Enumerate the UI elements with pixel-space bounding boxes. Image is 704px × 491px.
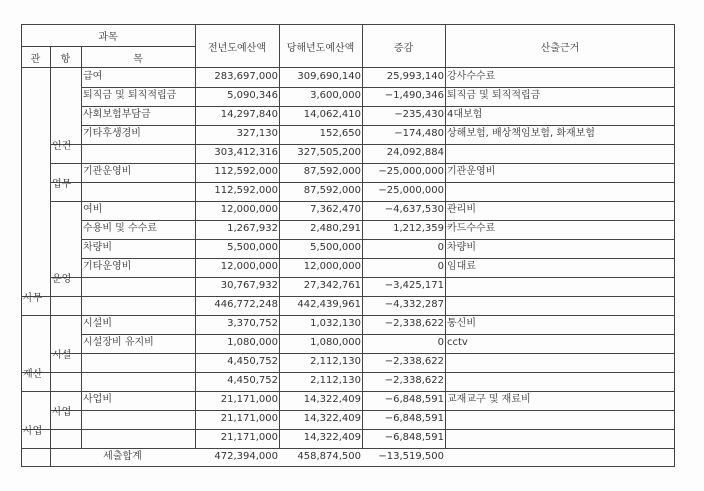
cell-basis: 교재교구 및 재료비 [447, 394, 531, 405]
cell-diff: −2,338,622 [384, 318, 444, 329]
cell-hang: 업무 [52, 179, 72, 190]
cell-mok: 퇴직금 및 퇴직적립금 [83, 90, 177, 101]
cell-diff: −2,338,622 [384, 356, 444, 367]
cell-diff: −6,848,591 [384, 394, 444, 405]
cell-curr: 14,062,410 [303, 109, 361, 120]
cell-curr: 87,592,000 [303, 166, 361, 177]
total-label: 세출합계 [103, 451, 142, 462]
cell-diff: −1,490,346 [384, 90, 444, 101]
cell-hang: 운영 [52, 274, 72, 285]
cell-gwan: 사무 [23, 293, 43, 304]
cell-curr: 12,000,000 [303, 261, 361, 272]
cell-curr: 1,032,130 [310, 318, 361, 329]
cell-basis: 4대보험 [447, 109, 483, 120]
header-subject: 과목 [98, 32, 118, 43]
cell-diff: −3,425,171 [384, 280, 444, 291]
cell-curr: 152,650 [319, 128, 361, 139]
cell-mok: 수용비 및 수수료 [83, 223, 157, 234]
cell-prev: 21,171,000 [220, 394, 278, 405]
cell-gwan: 사업 [23, 426, 43, 437]
cell-diff: 0 [437, 337, 444, 348]
cell-diff: −25,000,000 [378, 166, 444, 177]
cell-prev: 5,090,346 [227, 90, 278, 101]
cell-prev: 5,500,000 [227, 242, 278, 253]
cell-prev: 112,592,000 [214, 185, 278, 196]
header-curr-budget: 당해년도예산액 [286, 43, 355, 54]
cell-diff: −4,637,530 [384, 204, 444, 215]
cell-diff: 0 [437, 242, 444, 253]
total-prev: 472,394,000 [214, 451, 278, 462]
cell-basis: 퇴직금 및 퇴직적립금 [447, 90, 541, 101]
cell-curr: 2,112,130 [310, 356, 361, 367]
cell-prev: 14,297,840 [220, 109, 278, 120]
cell-curr: 87,592,000 [303, 185, 361, 196]
header-hang: 항 [60, 54, 71, 65]
cell-prev: 283,697,000 [214, 71, 278, 82]
cell-mok: 사업비 [83, 394, 112, 405]
cell-curr: 1,080,000 [310, 337, 361, 348]
cell-basis: 상해보험, 배상책임보험, 화재보험 [447, 128, 595, 139]
cell-curr: 442,439,961 [297, 299, 361, 310]
header-change: 증감 [393, 43, 414, 54]
cell-diff: −6,848,591 [384, 432, 444, 443]
cell-prev: 3,370,752 [227, 318, 278, 329]
cell-basis: 카드수수료 [447, 223, 496, 234]
cell-mok: 여비 [83, 204, 103, 215]
cell-hang: 인건 [52, 141, 72, 152]
cell-diff: −2,338,622 [384, 375, 444, 386]
cell-prev: 21,171,000 [220, 432, 278, 443]
cell-mok: 기관운영비 [83, 166, 132, 177]
cell-diff: −4,332,287 [384, 299, 444, 310]
cell-curr: 2,112,130 [310, 375, 361, 386]
cell-curr: 27,342,761 [303, 280, 361, 291]
cell-mok: 시설비 [83, 318, 112, 329]
cell-curr: 5,500,000 [310, 242, 361, 253]
cell-prev: 446,772,248 [214, 299, 278, 310]
cell-hang: 시설 [52, 350, 72, 361]
cell-diff: −25,000,000 [378, 185, 444, 196]
cell-basis: 차량비 [447, 242, 476, 253]
cell-basis: 강사수수료 [447, 71, 496, 82]
cell-diff: −235,430 [394, 109, 444, 120]
cell-diff: −174,480 [394, 128, 444, 139]
cell-diff: 24,092,884 [386, 147, 444, 158]
cell-curr: 7,362,470 [310, 204, 361, 215]
cell-curr: 14,322,409 [303, 394, 361, 405]
header-mok: 목 [133, 54, 143, 65]
cell-prev: 4,450,752 [227, 375, 278, 386]
cell-prev: 12,000,000 [220, 261, 278, 272]
cell-prev: 1,267,932 [227, 223, 278, 234]
cell-prev: 1,080,000 [227, 337, 278, 348]
cell-curr: 14,322,409 [303, 432, 361, 443]
cell-prev: 30,767,932 [220, 280, 278, 291]
total-diff: −13,519,500 [378, 451, 444, 462]
cell-curr: 3,600,000 [310, 90, 361, 101]
cell-diff: 0 [437, 261, 444, 272]
cell-prev: 12,000,000 [220, 204, 278, 215]
cell-basis: 임대료 [447, 261, 476, 272]
cell-mok: 기타운영비 [83, 261, 132, 272]
cell-diff: 1,212,359 [393, 223, 444, 234]
cell-prev: 4,450,752 [227, 356, 278, 367]
cell-curr: 2,480,291 [310, 223, 361, 234]
header-basis: 산출근거 [540, 43, 580, 54]
cell-curr: 14,322,409 [303, 413, 361, 424]
cell-prev: 327,130 [236, 128, 278, 139]
cell-basis: 통신비 [447, 318, 476, 329]
header-gwan: 관 [30, 54, 41, 65]
header-prev-budget: 전년도예산액 [208, 43, 266, 54]
cell-basis: 기관운영비 [447, 166, 496, 177]
total-curr: 458,874,500 [297, 451, 361, 462]
cell-mok: 기타후생경비 [83, 128, 141, 139]
cell-curr: 309,690,140 [297, 71, 361, 82]
cell-mok: 급여 [83, 71, 103, 82]
cell-diff: −6,848,591 [384, 413, 444, 424]
budget-table [21, 24, 675, 467]
cell-hang: 사업 [52, 407, 72, 418]
cell-prev: 112,592,000 [214, 166, 278, 177]
cell-basis: 관리비 [447, 204, 476, 215]
cell-mok: 사회보험부담금 [83, 109, 151, 120]
cell-curr: 327,505,200 [297, 147, 361, 158]
cell-diff: 25,993,140 [386, 71, 444, 82]
cell-prev: 303,412,316 [214, 147, 278, 158]
cell-basis: cctv [447, 337, 468, 348]
cell-mok: 차량비 [83, 242, 112, 253]
cell-mok: 시설장비 유지비 [83, 337, 154, 348]
cell-prev: 21,171,000 [220, 413, 278, 424]
cell-gwan: 재산 [23, 369, 43, 380]
